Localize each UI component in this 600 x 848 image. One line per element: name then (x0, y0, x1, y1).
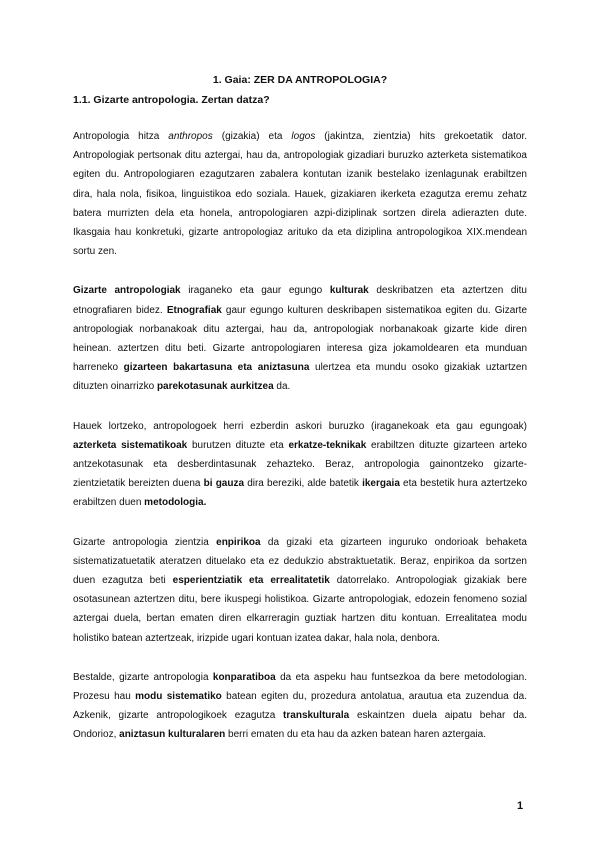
bold-term: gizarteen bakartasuna eta aniztasuna (123, 362, 310, 374)
text-run: Bestalde, gizarte antropologia (73, 671, 213, 683)
bold-term: azterketa sistematikoak (73, 439, 188, 451)
text-run: dira bereziki, alde batetik (244, 478, 363, 490)
page-number: 1 (517, 800, 524, 812)
bold-term: aniztasun kulturalaren (119, 729, 226, 741)
paragraph-3 (73, 417, 527, 513)
text-run: erabiltzen dituzte gizarteen arteko antzekotasunak eta desberdintasunak zehazteko. Beraz, antropologia gainontzeko gizarte-zientzietatik bereizten duena (73, 439, 527, 490)
document-body (73, 127, 527, 765)
text-run: (gizakia) eta (212, 131, 292, 142)
text-run: da gizaki eta gizarteen inguruko ondorioak behaketa sistematizatuetatik ateratzen dituelako eta ez dedukzio abstraktuetatik. Beraz, enpirikoa da sortzen duen ezagutza beti (73, 536, 527, 587)
text-run: da. (273, 381, 291, 393)
page-title: 1. Gaia: ZER DA ANTROPOLOGIA? (212, 74, 388, 86)
bold-term: esperientziatik eta errealitatetik (172, 575, 330, 587)
bold-term: Etnografiak (166, 304, 222, 316)
italic-term: logos (291, 131, 316, 142)
bold-term: Gizarte antropologiak (73, 285, 181, 297)
bold-term: enpirikoa (216, 536, 261, 548)
text-run: burutzen dituzte eta (187, 439, 289, 451)
text-run: deskribatzen eta aztertzen ditu etnografiaren bidez. (73, 285, 527, 316)
paragraph-2 (73, 281, 527, 396)
bold-term: erkatze-teknikak (288, 439, 367, 451)
text-run: Hauek lortzeko, antropologoek herri ezberdin askori buruzko (iraganekoak eta gau egungoak) (73, 420, 527, 432)
bold-term: ikergaia (362, 478, 400, 490)
paragraph-4 (73, 533, 527, 648)
text-run: Gizarte antropologia zientzia (73, 536, 217, 548)
text-run: iraganeko eta gaur egungo (180, 285, 330, 297)
text-run: batean egiten du, prozedura antolatua, arautua eta zuzendua da. Azkenik, gizarte antropologikoek ezagutza (73, 691, 527, 722)
text-run: gaur egungo kulturen deskribapen sistematikoa egiten du. Gizarte antropologiak norbanakoak ditu aztergai, hau da, antropologiak norbanakoak gizarte kide diren heinean. aztertzen ditu beti. Gizarte antropologiaren interesa giza jokamoldearen eta munduan harreneko (73, 304, 528, 374)
text-run: eta bestetik hura aztertzeko erabiltzen duen (73, 478, 528, 509)
text-run: eskaintzen duela aipatu behar da. Ondorioz, (73, 710, 527, 741)
text-run: (jakintza, zientzia) hits grekoetatik dator. Antropologiak pertsonak ditu aztergai, hau da, antropologiak gizadiari buruzko azterketa sistematikoa egiten du. Antropologiaren ezagutzaren zabalera kontutan izanik bestelako izenlagunak erabiltzen dira, hala nola, fisikoa, linguistikoa edo soziala. Hauek, gizakiaren ikerketa ezagutza eremu zehatz batera murrizten dela eta honela, antropologiaren azpi-diziplinak sortzen direla adierazten dute. Ikasgaia hau konkretuki, gizarte antropologiaz arituko da eta diziplina antropologikoa XIX.mendean sortu zen. (73, 131, 527, 258)
bold-term: bi gauza (203, 478, 245, 490)
section-heading: 1.1. Gizarte antropologia. Zertan datza? (73, 94, 270, 106)
text-run: Antropologia hitza (73, 131, 169, 142)
paragraph-5 (73, 668, 527, 745)
bold-term: konparatiboa (212, 671, 276, 683)
paragraph-1 (73, 127, 527, 261)
bold-term: parekotasunak aurkitzea (156, 381, 274, 393)
text-run: berri ematen du eta hau da azken batean haren aztergaia. (225, 729, 487, 741)
bold-term: metodologia. (144, 497, 207, 509)
italic-term: anthropos (168, 131, 213, 142)
bold-term: modu sistematiko (135, 691, 222, 703)
bold-term: kulturak (329, 285, 369, 297)
text-run: datorrelako. Antropologiak gizakiak bere osotasunean aztertzen ditu, bere ikuspegi holistikoa. Gizarte antropologiak, edozein fenomeno sozial aztergai duela, bertan ematen diren elkarreragin guztiak hartzen ditu kontuan. Errealitatea modu holistiko batean aztertzeak, irizpide ugari kontuan izatea dakar, hala nola, denbora. (73, 575, 527, 644)
text-run: ulertzea eta mundu osoko gizakiak uztartzen dituzten oinarrizko (73, 362, 528, 393)
bold-term: transkulturala (283, 710, 350, 722)
text-run: da eta aspeku hau funtsezkoa da bere metodologian. Prozesu hau (73, 671, 527, 703)
